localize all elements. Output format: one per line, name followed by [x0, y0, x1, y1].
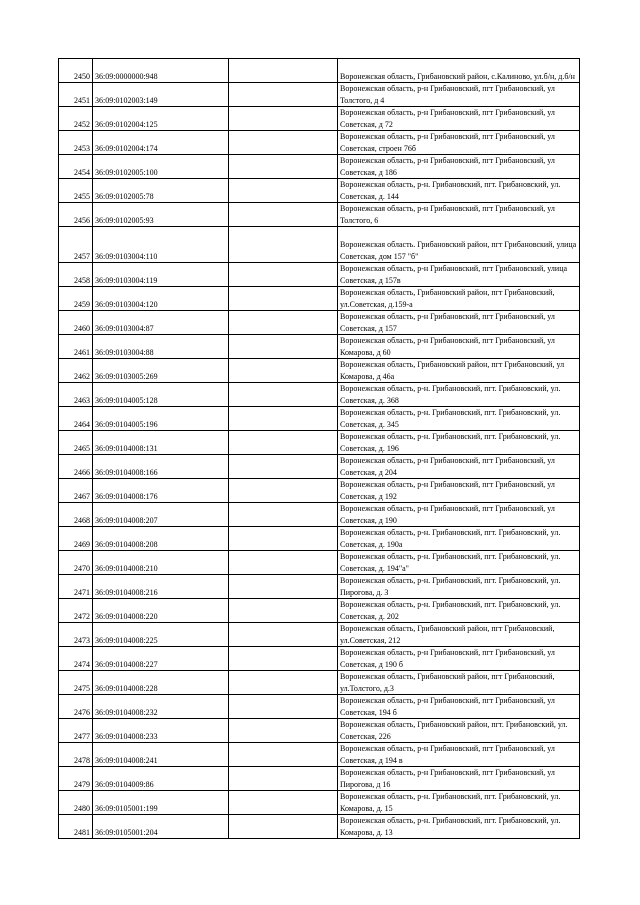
row-number-cell: 2465 — [59, 431, 93, 455]
address-cell: Воронежская область, р-н. Грибановский, пгт. Грибановский, ул. Советская, д. 196 — [338, 431, 580, 455]
row-number-cell: 2471 — [59, 575, 93, 599]
empty-cell — [229, 479, 338, 503]
table-row — [59, 695, 580, 719]
cadastral-number-cell: 36:09:0103004:120 — [93, 287, 229, 311]
row-number-cell: 2480 — [59, 791, 93, 815]
cadastral-number-cell: 36:09:0102003:149 — [93, 83, 229, 107]
empty-cell — [229, 107, 338, 131]
address-cell: Воронежская область, р-н Грибановский, пгт Грибановский, ул Советская, д 186 — [338, 155, 580, 179]
empty-cell — [229, 503, 338, 527]
empty-cell — [229, 815, 338, 839]
cadastral-number-cell: 36:09:0103004:87 — [93, 311, 229, 335]
table-row — [59, 623, 580, 647]
cadastral-number-cell: 36:09:0103005:269 — [93, 359, 229, 383]
table-row — [59, 815, 580, 839]
table-row — [59, 671, 580, 695]
address-cell: Воронежская область, р-н. Грибановский, пгт. Грибановский, ул. Советская, д. 144 — [338, 179, 580, 203]
table-row — [59, 455, 580, 479]
table-row — [59, 791, 580, 815]
address-cell: Воронежская область, Грибановский район, пгт Грибановский, ул Комарова, д 46а — [338, 359, 580, 383]
empty-cell — [229, 179, 338, 203]
table-row — [59, 131, 580, 155]
cadastral-number-cell: 36:09:0105001:204 — [93, 815, 229, 839]
table-row — [59, 59, 580, 83]
row-number-cell: 2478 — [59, 743, 93, 767]
table-row — [59, 155, 580, 179]
row-number-cell: 2459 — [59, 287, 93, 311]
row-number-cell: 2460 — [59, 311, 93, 335]
address-cell: Воронежская область, р-н Грибановский, пгт Грибановский, ул Советская, д 204 — [338, 455, 580, 479]
empty-cell — [229, 671, 338, 695]
address-cell: Воронежская область, р-н Грибановский, пгт Грибановский, ул Советская, 194 б — [338, 695, 580, 719]
table-row — [59, 503, 580, 527]
cadastral-number-cell: 36:09:0102005:100 — [93, 155, 229, 179]
cadastral-number-cell: 36:09:0104008:227 — [93, 647, 229, 671]
empty-cell — [229, 59, 338, 83]
cadastral-number-cell: 36:09:0104008:216 — [93, 575, 229, 599]
cadastral-number-cell: 36:09:0103004:110 — [93, 227, 229, 263]
table-row — [59, 599, 580, 623]
empty-cell — [229, 623, 338, 647]
address-cell: Воронежская область, р-н Грибановский, пгт Грибановский, ул Советская, д 194 в — [338, 743, 580, 767]
row-number-cell: 2456 — [59, 203, 93, 227]
row-number-cell: 2451 — [59, 83, 93, 107]
empty-cell — [229, 551, 338, 575]
row-number-cell: 2468 — [59, 503, 93, 527]
cadastral-number-cell: 36:09:0000000:948 — [93, 59, 229, 83]
cadastral-number-cell: 36:09:0104008:241 — [93, 743, 229, 767]
empty-cell — [229, 131, 338, 155]
row-number-cell: 2458 — [59, 263, 93, 287]
cadastral-number-cell: 36:09:0104008:166 — [93, 455, 229, 479]
address-cell: Воронежская область, Грибановский район, пгт Грибановский, ул.Советская, д.159-а — [338, 287, 580, 311]
empty-cell — [229, 767, 338, 791]
row-number-cell: 2473 — [59, 623, 93, 647]
table-row — [59, 479, 580, 503]
empty-cell — [229, 431, 338, 455]
row-number-cell: 2454 — [59, 155, 93, 179]
table-row — [59, 107, 580, 131]
empty-cell — [229, 599, 338, 623]
row-number-cell: 2455 — [59, 179, 93, 203]
empty-cell — [229, 455, 338, 479]
row-number-cell: 2457 — [59, 227, 93, 263]
table-row — [59, 179, 580, 203]
table-row — [59, 719, 580, 743]
address-cell: Воронежская область, р-н. Грибановский, пгт. Грибановский, ул. Комарова, д. 13 — [338, 815, 580, 839]
table-row — [59, 335, 580, 359]
cadastral-number-cell: 36:09:0104008:225 — [93, 623, 229, 647]
empty-cell — [229, 203, 338, 227]
empty-cell — [229, 383, 338, 407]
table-row — [59, 383, 580, 407]
table-row — [59, 575, 580, 599]
cadastral-number-cell: 36:09:0104008:207 — [93, 503, 229, 527]
cadastral-number-cell: 36:09:0104008:176 — [93, 479, 229, 503]
empty-cell — [229, 575, 338, 599]
address-cell: Воронежская область, Грибановский район, пгт Грибановский, ул.Советская, 212 — [338, 623, 580, 647]
cadastral-number-cell: 36:09:0103004:88 — [93, 335, 229, 359]
row-number-cell: 2481 — [59, 815, 93, 839]
row-number-cell: 2467 — [59, 479, 93, 503]
row-number-cell: 2475 — [59, 671, 93, 695]
table-row — [59, 203, 580, 227]
row-number-cell: 2463 — [59, 383, 93, 407]
table-row — [59, 527, 580, 551]
table-row — [59, 743, 580, 767]
table-row — [59, 287, 580, 311]
empty-cell — [229, 83, 338, 107]
table-row — [59, 407, 580, 431]
row-number-cell: 2479 — [59, 767, 93, 791]
cadastral-number-cell: 36:09:0104008:228 — [93, 671, 229, 695]
cadastral-number-cell: 36:09:0102005:78 — [93, 179, 229, 203]
table-row — [59, 263, 580, 287]
table-row — [59, 431, 580, 455]
empty-cell — [229, 695, 338, 719]
address-cell: Воронежская область, р-н Грибановский, пгт Грибановский, ул Советская, строен 76б — [338, 131, 580, 155]
empty-cell — [229, 407, 338, 431]
row-number-cell: 2469 — [59, 527, 93, 551]
cadastral-number-cell: 36:09:0104009:86 — [93, 767, 229, 791]
row-number-cell: 2476 — [59, 695, 93, 719]
table-row — [59, 551, 580, 575]
cadastral-table — [58, 58, 580, 839]
address-cell: Воронежская область, р-н Грибановский, пгт Грибановский, ул Толстого, д 4 — [338, 83, 580, 107]
address-cell: Воронежская область, р-н. Грибановский, пгт. Грибановский, ул. Советская, д. 345 — [338, 407, 580, 431]
cadastral-number-cell: 36:09:0104008:232 — [93, 695, 229, 719]
address-cell: Воронежская область, р-н Грибановский, пгт Грибановский, ул Советская, д 72 — [338, 107, 580, 131]
table-row — [59, 359, 580, 383]
row-number-cell: 2470 — [59, 551, 93, 575]
address-cell: Воронежская область, р-н Грибановский, пгт Грибановский, ул Советская, д 192 — [338, 479, 580, 503]
cadastral-number-cell: 36:09:0104008:208 — [93, 527, 229, 551]
empty-cell — [229, 527, 338, 551]
address-cell: Воронежская область, р-н Грибановский, пгт Грибановский, ул Советская, д 190 — [338, 503, 580, 527]
address-cell: Воронежская область, р-н Грибановский, пгт Грибановский, ул Советская, д 157 — [338, 311, 580, 335]
empty-cell — [229, 743, 338, 767]
cadastral-number-cell: 36:09:0104008:233 — [93, 719, 229, 743]
row-number-cell: 2461 — [59, 335, 93, 359]
empty-cell — [229, 311, 338, 335]
row-number-cell: 2450 — [59, 59, 93, 83]
address-cell: Воронежская область, р-н. Грибановский, пгт. Грибановский, ул. Советская, д. 194"а" — [338, 551, 580, 575]
row-number-cell: 2464 — [59, 407, 93, 431]
row-number-cell: 2477 — [59, 719, 93, 743]
empty-cell — [229, 719, 338, 743]
address-cell: Воронежская область, р-н. Грибановский, пгт. Грибановский, ул. Советская, д. 190а — [338, 527, 580, 551]
row-number-cell: 2466 — [59, 455, 93, 479]
address-cell: Воронежская область, р-н Грибановский, пгт Грибановский, ул Советская, д 190 б — [338, 647, 580, 671]
cadastral-number-cell: 36:09:0102004:174 — [93, 131, 229, 155]
cadastral-number-cell: 36:09:0104005:196 — [93, 407, 229, 431]
empty-cell — [229, 227, 338, 263]
cadastral-number-cell: 36:09:0104008:220 — [93, 599, 229, 623]
empty-cell — [229, 791, 338, 815]
table-body — [59, 59, 580, 839]
cadastral-number-cell: 36:09:0104008:210 — [93, 551, 229, 575]
address-cell: Воронежская область, р-н. Грибановский, пгт. Грибановский, ул. Комарова, д. 15 — [338, 791, 580, 815]
empty-cell — [229, 647, 338, 671]
table-row — [59, 767, 580, 791]
empty-cell — [229, 263, 338, 287]
row-number-cell: 2474 — [59, 647, 93, 671]
row-number-cell: 2462 — [59, 359, 93, 383]
address-cell: Воронежская область, р-н Грибановский, пгт Грибановский, ул Толстого, 6 — [338, 203, 580, 227]
empty-cell — [229, 155, 338, 179]
empty-cell — [229, 359, 338, 383]
address-cell: Воронежская область, р-н. Грибановский, пгт. Грибановский, ул. Советская, д. 202 — [338, 599, 580, 623]
table-row — [59, 83, 580, 107]
cadastral-number-cell: 36:09:0102005:93 — [93, 203, 229, 227]
address-cell: Воронежская область, Грибановский район, с.Калиново, ул.б/н, д.б/н — [338, 59, 580, 83]
empty-cell — [229, 335, 338, 359]
table-row — [59, 647, 580, 671]
cadastral-number-cell: 36:09:0102004:125 — [93, 107, 229, 131]
address-cell: Воронежская область, р-н. Грибановский, пгт. Грибановский, ул. Пирогова, д. 3 — [338, 575, 580, 599]
address-cell: Воронежская область, р-н Грибановский, пгт Грибановский, ул Пирогова, д 16 — [338, 767, 580, 791]
table-row — [59, 311, 580, 335]
address-cell: Воронежская область, р-н Грибановский, пгт Грибановский, ул Комарова, д 60 — [338, 335, 580, 359]
row-number-cell: 2452 — [59, 107, 93, 131]
row-number-cell: 2472 — [59, 599, 93, 623]
address-cell: Воронежская область, Грибановский район, пгт Грибановский, ул.Толстого, д.3 — [338, 671, 580, 695]
row-number-cell: 2453 — [59, 131, 93, 155]
address-cell: Воронежская область, р-н. Грибановский, пгт. Грибановский, ул. Советская, д. 368 — [338, 383, 580, 407]
cadastral-number-cell: 36:09:0104005:128 — [93, 383, 229, 407]
address-cell: Воронежская область. Грибановский район, пгт Грибановский, улица Советская, дом 157 "б" — [338, 227, 580, 263]
cadastral-number-cell: 36:09:0104008:131 — [93, 431, 229, 455]
cadastral-number-cell: 36:09:0103004:119 — [93, 263, 229, 287]
table-row — [59, 227, 580, 263]
address-cell: Воронежская область, Грибановский район, пгт. Грибановский, ул. Советская, 226 — [338, 719, 580, 743]
empty-cell — [229, 287, 338, 311]
cadastral-number-cell: 36:09:0105001:199 — [93, 791, 229, 815]
address-cell: Воронежская область, р-н Грибановский, пгт Грибановский, улица Советская, д 157в — [338, 263, 580, 287]
